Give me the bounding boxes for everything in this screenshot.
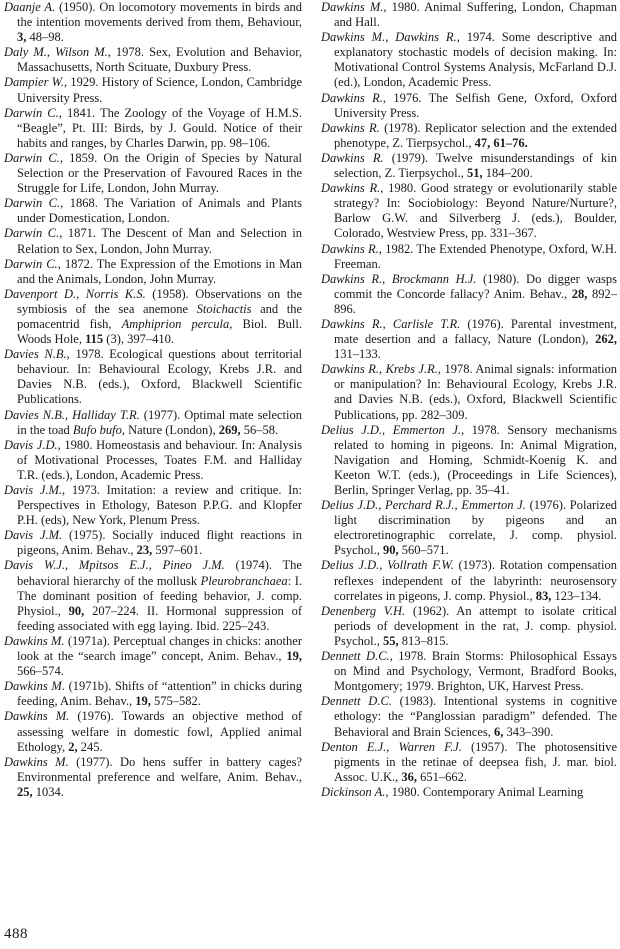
reference-entry [4,106,302,151]
reference-author: Delius J.D., Emmerton J. [321,422,461,437]
reference-entry [321,30,617,90]
reference-text: (1962). An attempt to isolate critical periods of development in the rat, J. comp. physiol. Psychol., [334,603,618,648]
reference-text: (1958). Observations on the symbiosis of the sea anemone [17,286,302,316]
reference-entry [321,649,617,694]
reference-text: (1980). Do digger wasps commit the Concorde fallacy? Anim. Behav., [334,271,617,301]
reference-volume: 55, [382,633,399,648]
reference-author: Dawkins M. [4,709,70,724]
reference-entry [4,679,302,709]
reference-entry [4,45,302,75]
reference-text: 566–574. [17,664,64,679]
reference-text: 48–98. [26,30,64,45]
reference-entry [4,287,302,347]
reference-text: 813–815. [398,633,449,648]
reference-text: 575–582. [150,694,201,709]
reference-text: 1034. [32,784,64,799]
reference-entry [321,317,617,362]
reference-italic-term: Stoichactis [196,301,252,316]
reference-author: Darwin C. [4,256,58,271]
reference-author: Davis W.J., Mpitsos E.J., Pineo J.M. [4,558,225,573]
reference-author: Dampier W. [4,75,65,90]
reference-entry [4,483,302,528]
reference-entry [321,423,617,498]
reference-text: 245. [77,739,103,754]
reference-text: (1976). Polarized light discrimination by pigeons and an electroretinographic correlate, J. comp. physiol. Psychol., [334,498,617,558]
reference-volume: 36, [401,769,417,784]
reference-volume: 262, [595,332,617,347]
reference-volume: 90, [382,543,399,558]
reference-volume: 3, [17,30,27,45]
reference-entry [4,634,302,679]
reference-text: , 1978. Sex, Evolution and Behavior, Massachusetts, North Scituate, Duxbury Press. [17,45,302,75]
reference-author: Darwin C. [4,150,60,165]
reference-entry [321,151,617,181]
reference-volume: 6, [494,724,504,739]
reference-author: Dawkins R., Krebs J.R. [321,362,438,377]
reference-text: , 1976. The Selfish Gene, Oxford, Oxford University Press. [334,90,617,120]
reference-author: Davies N.B. [4,347,67,362]
reference-italic-term: Amphiprion percula [121,316,230,331]
reference-author: Dawkins M. [4,679,65,694]
reference-entry [321,181,617,241]
reference-text: , 1868. The Variation of Animals and Plants under Domestication, London. [17,196,302,226]
reference-entry [4,0,302,45]
reference-entry [321,272,617,317]
reference-entry [4,151,302,196]
reference-text: 597–601. [152,543,203,558]
reference-text: , 1872. The Expression of the Emotions in Man and the Animals, London, John Murray. [17,256,303,286]
reference-text: 560–571. [398,543,449,558]
reference-author: Delius J.D., Vollrath F.W. [321,558,454,573]
reference-entry [321,558,617,603]
reference-author: Davies N.B., Halliday T.R. [4,407,140,422]
reference-author: Darwin C. [4,105,59,120]
reference-entry [321,121,617,151]
reference-volume: 115 [85,332,104,347]
reference-author: Dawkins R. [321,181,381,196]
reference-text: 184–200. [482,166,533,181]
reference-text: , 1982. The Extended Phenotype, Oxford, W.H. Freeman. [334,241,617,271]
reference-volume: 28, [571,286,588,301]
reference-text: (1976). Towards an objective method of assessing welfare in domestic fowl, Applied animal Ethology, [17,709,302,754]
reference-author: Dennett D.C. [321,694,392,709]
reference-author: Darwin C. [4,196,61,211]
reference-italic-term: Pleurobranchaea [200,573,288,588]
reference-author: Dawkins R. [321,241,379,256]
reference-text: , 1980. Animal Suffering, London, Chapman and Hall. [334,0,617,30]
reference-text: (1976). Parental investment, mate desertion and a fallacy, Nature (London), [334,316,617,347]
reference-text: 207–224. II. Hormonal suppression of feeding associated with egg laying. Ibid. 225–243. [17,603,302,633]
reference-text: , 1978. Ecological questions about territorial behaviour. In: Behavioural Ecology, Krebs J.R. and Davies N.B. (eds.), Oxford, Blackwell Scientific Publications. [17,347,302,407]
reference-author: Dawkins R. [321,150,384,165]
reference-text: and the pomacentrid fish, [17,301,302,331]
reference-author: Davis J.M. [4,528,63,543]
reference-text: (1975). Socially induced flight reactions in pigeons, Anim. Behav., [17,528,302,558]
reference-volume: 23, [136,543,153,558]
reference-author: Dawkins R. [321,120,380,135]
reference-text: , 1974. Some descriptive and explanatory stochastic models of decision making. In: Motivational Control Systems Analysis, McFarland D.J. (ed.), London, Academic Press. [334,30,617,90]
reference-entry [4,709,302,754]
reference-text: 56–58. [240,422,279,437]
page-number: 488 [4,926,28,942]
reference-author: Daly M., Wilson M. [4,45,108,60]
reference-text: (1979). Twelve misunderstandings of kin selection, Z. Tierpsychol., [334,150,618,181]
reference-text: 651–662. [416,769,467,784]
reference-text: (1974). The behavioral hierarchy of the mollusk [17,558,302,588]
reference-text: , 1978. Animal signals: information or manipulation? In: Behavioural Ecology, Krebs J.R. and Davies N.B. (eds.), Oxford, Blackwell Scientific Publications, pp. 282–309. [334,362,617,422]
reference-author: Dawkins M. [4,633,65,648]
reference-entry [4,257,302,287]
reference-text: (1971b). Shifts of “attention” in chicks during feeding, Anim. Behav., [17,679,302,709]
reference-text: , 1980. Homeostasis and behaviour. In: Analysis of Motivational Processes, Toates F.M. and Halliday T.R. (eds.), London, Academic Press. [17,437,302,482]
reference-volume: 47, [474,135,491,150]
reference-author: Davis J.M. [4,483,63,497]
reference-volume: 83, [535,588,552,603]
reference-text: , 1980. Good strategy or evolutionarily stable strategy? In: Sociobiology: Beyond Nature/Nurture?, Barlow G.W. and Silverberg J. (eds.), Boulder, Colorado, Westview Press, pp. 331–367. [334,181,618,241]
reference-text: (1957). The photosensitive pigments in the retinae of deepsea fish, J. mar. biol. Assoc. U.K., [334,739,617,784]
reference-author: Dawkins M., Dawkins R. [321,30,457,45]
reference-italic-term: Bufo bufo [72,422,122,437]
reference-entry [321,498,617,558]
reference-entry [4,528,302,558]
reference-text: (1977). Optimal mate selection in the toad [17,407,302,437]
reference-text: , Biol. Bull. Woods Hole, [17,316,302,347]
reference-entry [4,438,302,483]
reference-text: (1950). On locomotory movements in birds and the intention movements derived from them, Behaviour, [17,0,302,30]
reference-text: , 1929. History of Science, London, Cambridge University Press. [17,75,302,105]
left-column [4,0,302,800]
reference-entry [321,785,617,800]
reference-text: , 1978. Sensory mechanisms related to homing in pigeons. In: Animal Migration, Navigation and Homing, Schmidt-Koenig K. and Keeton W.T. (eds.), (Proceedings in Life Sciences), Berlin, Springer Verlag, pp. 35–41. [334,422,617,497]
reference-volume: 19, [135,694,151,709]
reference-entry [321,604,617,649]
reference-author: Dickinson A. [321,784,386,799]
reference-text: , 1978. Brain Storms: Philosophical Essays on Mind and Psychology, Vermont, Bradford Books, Montgomery; 1979. Brighton, UK, Harvest Press. [334,649,617,694]
reference-text: , Nature (London), [121,422,219,437]
reference-author: Davenport D., Norris K.S. [4,286,146,301]
reference-text: (3), 397–410. [103,332,174,347]
reference-author: Denton E.J., Warren F.J. [321,739,462,754]
reference-entry [321,0,617,30]
reference-entry [4,75,302,105]
reference-entry [4,558,302,633]
right-column [321,0,617,800]
reference-text: (1973). Rotation compensation reflexes independent of the labyrinth: neurosensory correlates in pigeons, J. comp. Physiol., [334,558,617,603]
reference-author: Dawkins M. [4,754,69,769]
reference-text: (1977). Do hens suffer in battery cages? Environmental preference and welfare, Anim. Behav., [17,754,302,784]
reference-author: Daanje A. [4,0,56,14]
reference-volume: 61–76. [493,135,528,150]
reference-text: 131–133. [334,347,381,362]
reference-text: : I. The dominant position of feeding behavior, J. comp. Physiol., [17,573,302,618]
reference-author: Darwin C. [4,226,60,241]
reference-text: 892–896. [334,286,617,316]
reference-entry [4,226,302,256]
reference-entry [4,755,302,800]
reference-author: Dawkins R., Brockmann H.J. [321,271,477,286]
reference-volume: 51, [466,166,483,181]
reference-volume: 269, [218,422,241,437]
reference-volume: 90, [68,603,85,618]
reference-entry [321,91,617,121]
reference-author: Dawkins M. [321,0,384,14]
reference-entry [321,242,617,272]
reference-author: Davis J.D. [4,437,58,452]
reference-text: , 1871. The Descent of Man and Selection in Relation to Sex, London, John Murray. [17,226,303,256]
reference-author: Dawkins R. [321,90,383,105]
reference-text: , 1841. The Zoology of the Voyage of H.M.S. “Beagle”, Pt. III: Birds, by J. Gould. Notice of their habits and ranges, by Charles Darwin, pp. 98–106. [17,105,302,150]
reference-author: Dennett D.C. [321,649,390,664]
reference-text: (1978). Replicator selection and the extended phenotype, Z. Tierpsychol., [334,120,617,150]
reference-text: (1983). Intentional systems in cognitive ethology: the “Panglossian paradigm” defended. The Behavioral and Brain Sciences, [334,694,617,739]
reference-volume: 25, [17,784,33,799]
reference-author: Delius J.D., Perchard R.J., Emmerton J. [321,498,526,513]
reference-text: 343–390. [503,724,554,739]
reference-text: (1971a). Perceptual changes in chicks: another look at the “search image” concept, Anim. Behav., [17,633,302,664]
reference-volume: 2, [68,739,78,754]
reference-text: , 1973. Imitation: a review and critique. In: Perspectives in Ethology, Bateson P.P.G. and Klopfer P.H. (eds), New York, Plenum Press. [17,483,303,528]
reference-entry [321,740,617,785]
reference-entry [321,362,617,422]
reference-text: , 1980. Contemporary Animal Learning [385,784,584,799]
reference-entry [4,347,302,407]
reference-entry [321,694,617,739]
reference-text: 123–134. [551,588,602,603]
reference-volume: 19, [286,649,302,664]
reference-author: Dawkins R., Carlisle T.R. [321,316,461,331]
reference-entry [4,408,302,438]
reference-text: , 1859. On the Origin of Species by Natural Selection or the Preservation of Favoured Races in the Struggle for Life, London, John Murray. [17,150,302,196]
reference-author: Denenberg V.H. [321,603,406,618]
reference-entry [4,196,302,226]
